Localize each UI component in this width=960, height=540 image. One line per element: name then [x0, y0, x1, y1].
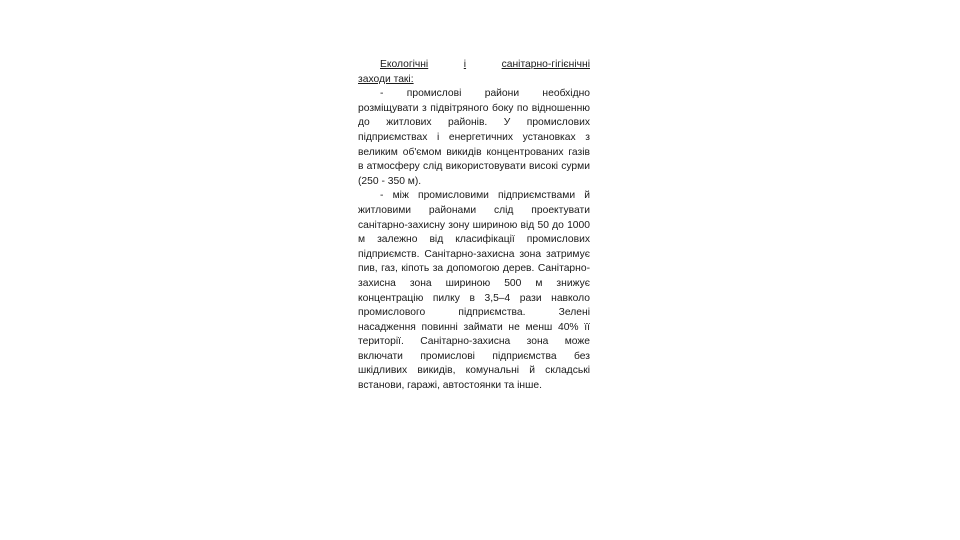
paragraph-sanitary-zone: - між промисловими підприємствами й житловими районами слід проектувати санітарно-захисну зону шириною від 50 до 1000 м залежно від класифікації промислових підприємств. Санітарно-захисна зона затримує пив, газ, кіпоть за допомогою дерев. Санітарно-захисна зона шириною 500 м знижує концентрацію пилку в 3,5–4 рази навколо промислового підприємства. Зелені насадження повинні займати не менш 40% її території. Санітарно-захисна зона може включати промислові підприємства без шкідливих викидів, комунальні й складські встанови, гаражі, автостоянки та інше. — [358, 190, 590, 392]
heading-word-3: санітарно-гігієнічні — [501, 59, 590, 70]
intro-text: заходи такі: — [358, 73, 414, 85]
document-text-block — [358, 58, 590, 394]
heading-line — [358, 58, 590, 73]
heading-word-2: і — [463, 59, 467, 70]
heading-word-1: Екологічні — [380, 59, 429, 70]
paragraph-industrial-zones: - промислові райони необхідно розміщувати з підвітряного боку по відношенню до житлових районів. У промислових підприємствах і енергетичних установках з великим об'ємом викидів концентрованих газів в атмосферу слід використовувати високі сурми (250 - 350 м). — [358, 88, 590, 187]
